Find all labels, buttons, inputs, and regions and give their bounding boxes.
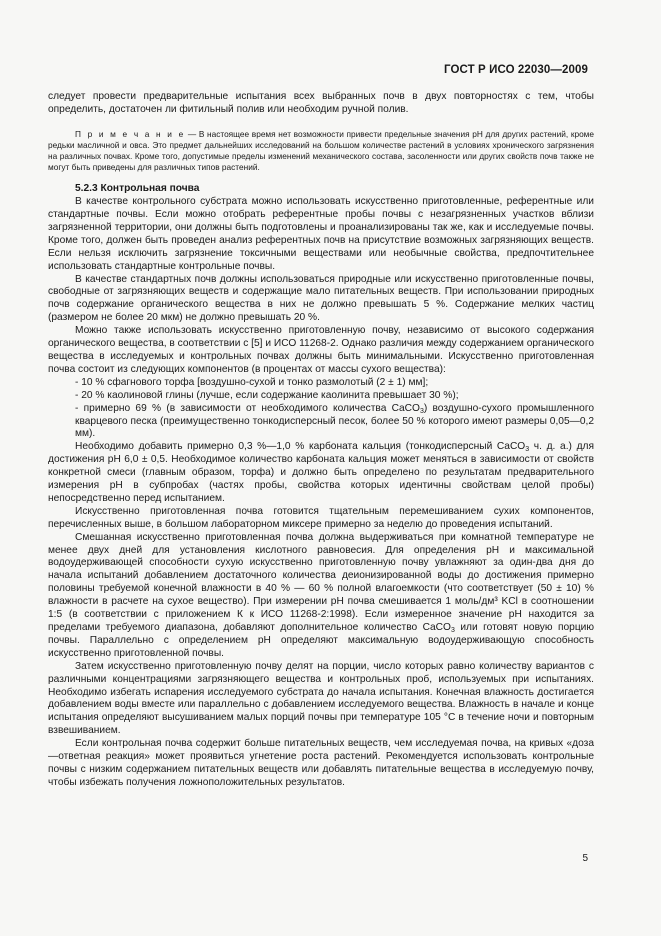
paragraph-mixing: Искусственно приготовленная почва готовится тщательным перемешиванием сухих компонентов, перечисленных выше, в большом лабораторном миксере примерно за неделю до проведения испытаний. [48,505,594,530]
list-item: - примерно 69 % (в зависимости от необходимого количества CaCO$_3$) воздушно-сухого промышленного кварцевого песка (преимущественно тонкодисперсный песок, более 50 % которого имеют размеры 0,05—0,2 мм). [75,402,594,440]
document-body [48,91,594,790]
paragraph-intro: следует провести предварительные испытания всех выбранных почв в двух повторностях с тем, чтобы определить, достаточен ли фитильный полив или необходим ручной полив. [48,91,594,115]
list-item: - 10 % сфагнового торфа [воздушно-сухой и тонко размолотый (2 ± 1) мм]; [75,376,429,388]
paragraph-control-substrate: В качестве контрольного субстрата можно использовать искусственно приготовленные, референтные или стандартные почвы. Если можно отобрать референтные пробы почвы с незагрязненных участков вблизи загрязненной территории, они должны быть подготовлены и проанализированы так же, как и исследуемые почвы. Кроме того, должен быть проведен анализ референтных почв на присутствие возможных загрязняющих веществ. Если нельзя исключить загрязнение токсичными веществами или необычные свойства, предпочтительнее использовать стандартные контрольные почвы. [48,196,594,272]
note-label: П р и м е ч а н и е [75,128,186,139]
paragraph-standard-soils: В качестве стандартных почв должны использоваться природные или искусственно приготовленные почвы, свободные от загрязняющих веществ и содержащие мало питательных веществ. При использовании природных почв содержание органического вещества в них не должно превышать 5 %. Содержание мелких частиц (размером не более 20 мкм) не должно превышать 20 %. [48,273,594,324]
list-item: - 20 % каолиновой глины (лучше, если содержание каолинита превышает 30 %); [75,389,459,401]
note-paragraph [48,129,594,173]
paragraph-calcium-carbonate: Необходимо добавить примерно 0,3 %—1,0 % карбоната кальция (тонкодисперсный CaCO$_3$ ч. д. а.) для достижения pH 6,0 ± 0,5. Необходимое количество карбоната кальция может меняться в зависимости от свойств конкретной смеси (главным образом, торфа) и должно быть определено по результатам предварительного измерения pH в субпробах (частях пробы, свойства которых идентичны свойствам целой пробы) непосредственно перед испытанием. [48,441,594,504]
note-text: — В настоящее время нет возможности привести предельные значения pH для других растений, кроме редьки масличной и овса. Это предмет дальнейших исследований на большом количестве растений в условиях хронического загрязнения на различных почвах. Кроме того, допустимые пределы изменений механического состава, засоленности или других свойств почв также не могут быть приведены для различных типов растений. [48,128,595,173]
paragraph-artificial-soil: Можно также использовать искусственно приготовленную почву, независимо от высокого содержания органического вещества, в соответствии с [5] и ИСО 11268-2. Однако различия между содержанием органического вещества в исследуемых и контрольных почвах должны быть минимальными. Искусственно приготовленная почва состоит из следующих компонентов (в процентах от массы сухого вещества): [48,325,594,375]
standard-header: ГОСТ Р ИСО 22030—2009 [443,64,588,76]
paragraph-nutrients: Если контрольная почва содержит больше питательных веществ, чем исследуемая почва, на кривых «доза—ответная реакция» может проявиться угнетение роста растений. Рекомендуется использовать контрольные почвы с низким содержанием питательных веществ или добавлять питательные вещества в исследуемую почву, чтобы избежать получения ложноположительных результатов. [48,738,594,788]
page-number: 5 [582,853,588,864]
paragraph-equilibrium: Смешанная искусственно приготовленная почва должна выдерживаться при комнатной температуре не менее двух дней для установления кислотного равновесия. Для определения pH и максимальной водоудерживающей способности сухую искусственно приготовленную почву увлажняют за один-два дня до начала испытаний добавлением достаточного количества деионизированной воды до достижения примерно половины требуемой конечной влажности в 40 % — 60 % полной влагоемкости (что соответствует (50 ± 10) % влажности в расчете на сухое вещество). При измерении pH почва смешивается 1 моль/дм³ KCl в соотношении 1:5 (в соответствии с приложением К к ИСО 11268-2:1998). Если измеренное значение pH находится за пределами требуемого диапазона, добавляют дополнительное количество CaCO$_3$ или готовят новую порцию почвы. Параллельно с определением pH определяют максимальную водоудерживающую способность искусственно приготовленной почвы. [48,531,595,659]
paragraph-portions: Затем искусственно приготовленную почву делят на порции, число которых равно количеству вариантов с различными концентрациями загрязняющего вещества и контрольных проб, используемых при испытаниях. Необходимо избегать испарения исследуемого субстрата до начала испытания. Конечная влажность достигается добавлением воды вместе или параллельно с добавлением исследуемого вещества. Влажность в начале и конце испытания определяют высушиванием малых порций почвы при температуре 105 °С в течение ночи и повторным взвешиванием. [48,660,594,737]
section-heading: 5.2.3 Контрольная почва [75,183,200,195]
